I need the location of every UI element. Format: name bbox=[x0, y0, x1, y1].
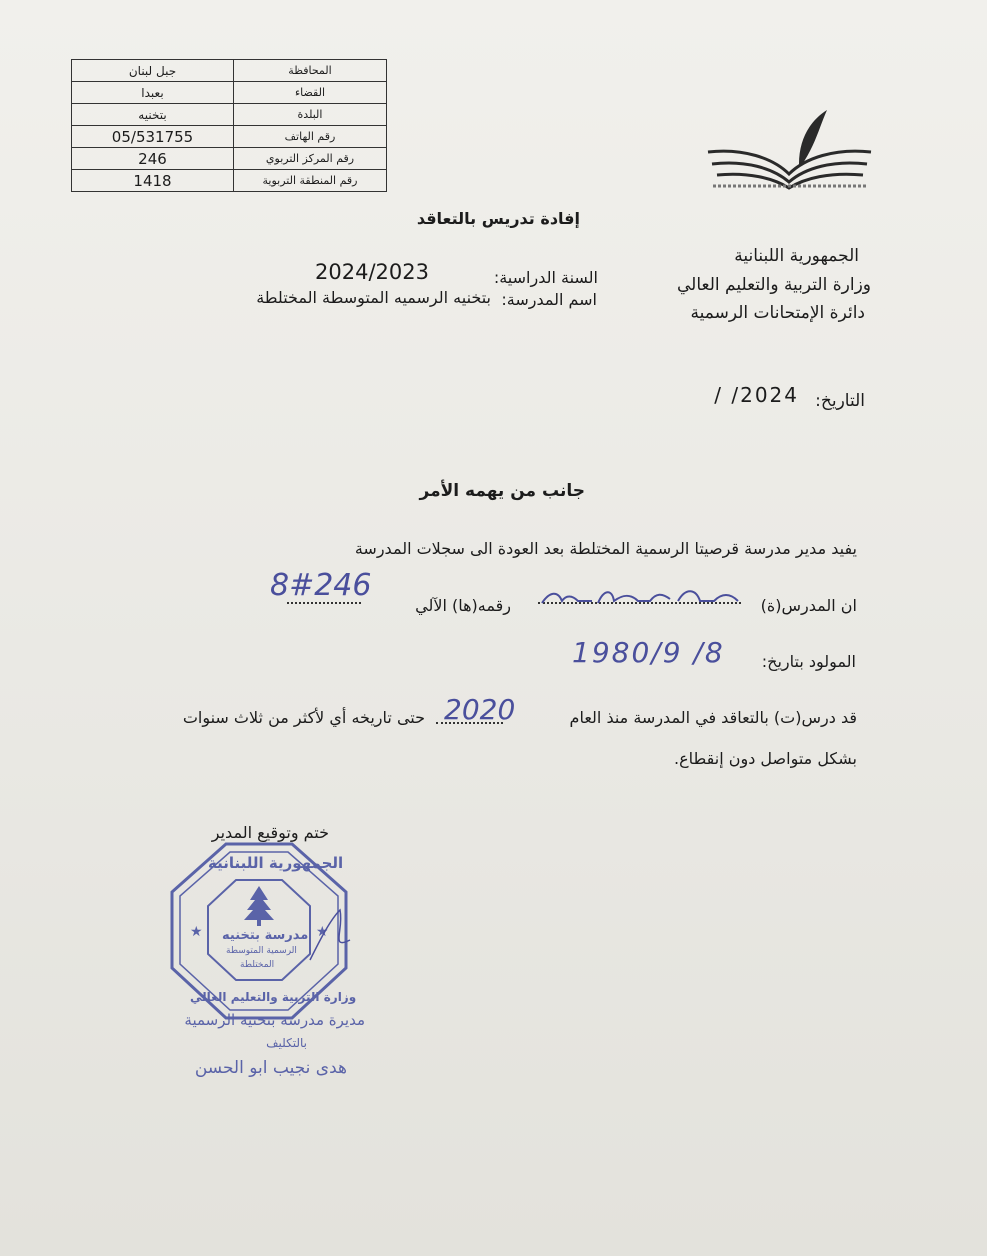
school-name-label: اسم المدرسة: bbox=[501, 290, 597, 309]
header-republic: الجمهورية اللبنانية bbox=[734, 246, 859, 266]
info-label: البلدة bbox=[234, 104, 387, 126]
info-table-row bbox=[72, 148, 387, 170]
since-year-handwriting: 2020 bbox=[444, 693, 516, 726]
body-number-label: رقمه(ها) الآلي bbox=[415, 596, 511, 615]
stamp-arc-text: الجمهورية اللبنانية bbox=[208, 854, 344, 872]
info-label: رقم المركز التربوي bbox=[234, 148, 387, 170]
school-year-value: 2024/2023 bbox=[315, 260, 429, 284]
info-value: بتخنيه bbox=[72, 104, 234, 126]
info-table-row bbox=[72, 104, 387, 126]
info-label: المحافظة bbox=[234, 60, 387, 82]
stamp-center-1: مدرسة بتخنيه bbox=[222, 928, 309, 943]
info-value: 1418 bbox=[72, 170, 234, 192]
teacher-name-handwriting bbox=[538, 583, 748, 609]
date-value: / /2024 bbox=[714, 383, 799, 407]
header-department: دائرة الإمتحانات الرسمية bbox=[690, 303, 865, 323]
info-table-row bbox=[72, 82, 387, 104]
header-ministry: وزارة التربية والتعليم العالي bbox=[676, 275, 871, 295]
school-info-table bbox=[71, 59, 387, 192]
teacher-number-handwriting: 8#246 bbox=[270, 568, 372, 603]
body-birth-label: المولود بتاريخ: bbox=[761, 652, 856, 671]
info-table-row bbox=[72, 60, 387, 82]
svg-text:★: ★ bbox=[190, 924, 203, 940]
school-year-label: السنة الدراسية: bbox=[493, 268, 598, 287]
body-since-rest: حتى تاريخه أي لأكثر من ثلاث سنوات bbox=[182, 708, 425, 727]
body-teacher-label: ان المدرس(ة) bbox=[760, 596, 857, 615]
document-title: إفادة تدريس بالتعاقد bbox=[416, 209, 580, 228]
info-table-row bbox=[72, 126, 387, 148]
director-name: هدى نجيب ابو الحسن bbox=[194, 1058, 347, 1078]
info-label: رقم الهاتف bbox=[234, 126, 387, 148]
stamp-bottom-text: وزارة التربية والتعليم العالي bbox=[190, 990, 357, 1004]
director-title: مديرة مدرسة بتخنيه الرسمية bbox=[184, 1011, 365, 1029]
info-label: القضاء bbox=[234, 82, 387, 104]
svg-text:★: ★ bbox=[316, 924, 329, 940]
stamp-center-3: المختلطة bbox=[240, 960, 275, 970]
info-value: جبل لبنان bbox=[72, 60, 234, 82]
school-name-value: بتخنيه الرسميه المتوسطة المختلطة bbox=[256, 288, 491, 307]
open-book-logo bbox=[703, 108, 875, 198]
body-line-5: بشكل متواصل دون إنقطاع. bbox=[674, 749, 857, 768]
birth-date-handwriting: 1980/9 /8 bbox=[572, 636, 725, 669]
addressee: جانب من يهمه الأمر bbox=[419, 481, 585, 501]
stamp-center-2: الرسمية المتوسطة bbox=[226, 946, 297, 956]
signature-label: ختم وتوقيع المدير bbox=[211, 823, 329, 842]
date-label: التاريخ: bbox=[815, 391, 865, 411]
director-by-order: بالتكليف bbox=[266, 1036, 307, 1050]
info-table-row bbox=[72, 170, 387, 192]
info-value: 05/531755 bbox=[72, 126, 234, 148]
info-value: 246 bbox=[72, 148, 234, 170]
body-line-1: يفيد مدير مدرسة قرصيتا الرسمية المختلطة بعد العودة الى سجلات المدرسة bbox=[354, 539, 857, 558]
info-value: بعبدا bbox=[72, 82, 234, 104]
info-label: رقم المنطقة التربوية bbox=[234, 170, 387, 192]
signature-scribble bbox=[300, 900, 360, 970]
body-since-label: قد درس(ت) بالتعاقد في المدرسة منذ العام bbox=[569, 708, 857, 727]
